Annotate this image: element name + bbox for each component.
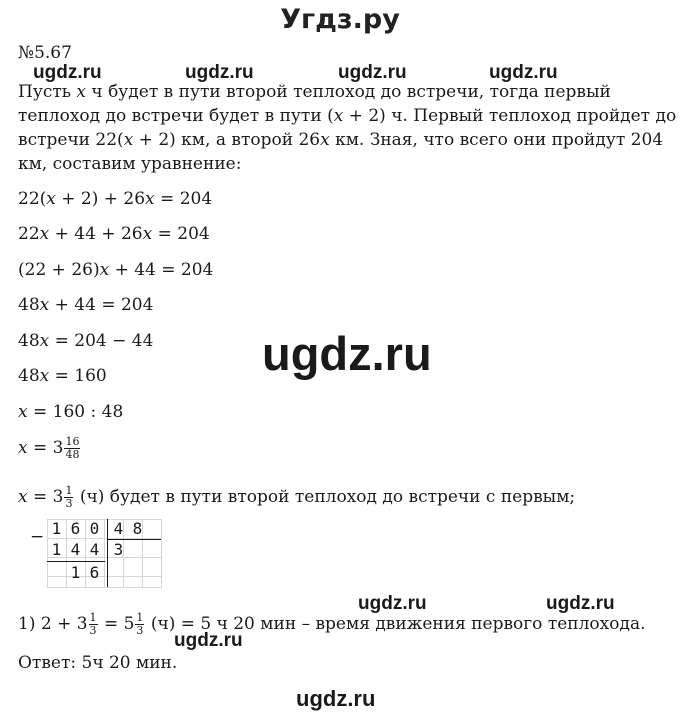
intro-line-3: встречи 22(x + 2) км, а второй 26x км. Зная, что всего они пройдут 204 [18, 130, 664, 150]
equation-6: 48x = 160 [18, 366, 107, 386]
step-1: 1) 2 + 3 $\frac{1}{3}$ = 5 $\frac{1}{3}$ (ч) = 5 ч 20 мин – время движения первого теплохода. [18, 611, 646, 637]
long-division [47, 519, 162, 588]
fraction: $\frac{1}{3}$ [136, 611, 144, 637]
equation-8: x = 3 $\frac{16}{48}$ [18, 435, 80, 461]
digit: 8 [132, 519, 143, 538]
divisor-underline [107, 539, 161, 540]
watermark: ugdz.ru [546, 593, 615, 614]
watermark-large: ugdz.ru [262, 327, 432, 380]
digit: 4 [70, 540, 81, 559]
equation-3: (22 + 26)x + 44 = 204 [18, 260, 214, 280]
watermark: ugdz.ru [338, 62, 407, 83]
fraction: $\frac{16}{48}$ [65, 435, 80, 461]
watermark: ugdz.ru [358, 593, 427, 614]
equation-7: x = 160 : 48 [18, 402, 124, 422]
digit: 3 [113, 540, 124, 559]
digit: 6 [70, 519, 81, 538]
equation-4: 48x + 44 = 204 [18, 295, 154, 315]
equation-9: x = 3 $\frac{1}{3}$ (ч) будет в пути второй теплоход до встречи с первым; [18, 484, 576, 510]
digit: 4 [89, 540, 100, 559]
intro-line-2: теплоход до встречи будет в пути (x + 2) ч. Первый теплоход пройдет до [18, 106, 677, 126]
division-minus: − [30, 527, 45, 547]
digit: 1 [51, 519, 62, 538]
site-title: Угдз.ру [280, 4, 400, 35]
fraction: $\frac{1}{3}$ [65, 484, 73, 510]
answer: Ответ: 5ч 20 мин. [18, 653, 178, 673]
digit: 4 [113, 519, 124, 538]
intro-line-4: км, составим уравнение: [18, 154, 242, 174]
equation-2: 22x + 44 + 26x = 204 [18, 224, 210, 244]
digit: 1 [70, 563, 81, 582]
subtraction-underline [47, 561, 105, 562]
division-vertical-line [107, 519, 108, 587]
equation-5: 48x = 204 − 44 [18, 331, 154, 351]
watermark: ugdz.ru [489, 62, 558, 83]
fraction: $\frac{1}{3}$ [89, 611, 97, 637]
watermark: ugdz.ru [185, 62, 254, 83]
equation-1: 22(x + 2) + 26x = 204 [18, 189, 213, 209]
watermark: ugdz.ru [174, 630, 243, 651]
digit: 6 [89, 563, 100, 582]
intro-line-1: Пусть x ч будет в пути второй теплоход до встречи, тогда первый [18, 82, 611, 102]
watermark: ugdz.ru [296, 686, 376, 711]
digit: 1 [51, 540, 62, 559]
problem-number: №5.67 [18, 43, 72, 63]
digit: 0 [89, 519, 100, 538]
watermark: ugdz.ru [33, 62, 102, 83]
